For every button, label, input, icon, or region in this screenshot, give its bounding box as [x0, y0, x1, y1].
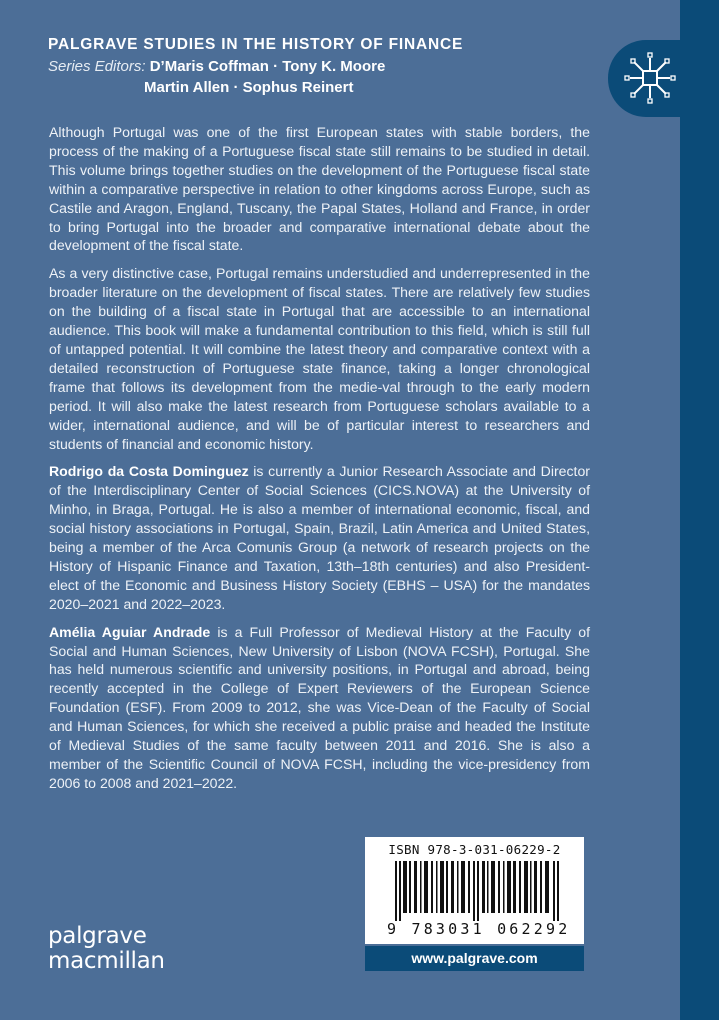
barcode-icon — [395, 861, 560, 921]
publisher-logo-line-2: macmillan — [48, 948, 165, 974]
isbn-barcode-box — [365, 837, 584, 944]
isbn-label: ISBN 978-3-031-06229-2 — [388, 842, 561, 857]
author-bio-1 — [49, 462, 590, 613]
publisher-website[interactable]: www.palgrave.com — [365, 946, 584, 971]
author-name-1: Rodrigo da Costa Dominguez — [49, 463, 249, 480]
spine-stripe — [680, 0, 719, 1020]
description-paragraph-1: Although Portugal was one of the first European states with stable borders, the process of the making of a Portuguese fiscal state still remains to be studied in detail. This volume brings together studies on the development of the Portuguese fiscal state within a comparative perspective in relation to other kingdoms across Europe, such as Castile and Aragon, England, Tuscany, the Papal States, Holland and France, in order to bring Portugal into the broader and comparative international debate about the development of the fiscal state. — [49, 124, 590, 254]
editors-line-2: Martin Allen · Sophus Reinert — [144, 79, 354, 96]
publisher-logo — [48, 924, 165, 974]
series-editors — [48, 56, 385, 98]
network-node-icon — [622, 50, 678, 106]
author-bio-2 — [49, 623, 590, 793]
author-bio-text-2: is a Full Professor of Medieval History at the Faculty of Social and Human Sciences, New University of Lisbon (NOVA FCSH), Portugal. She has held numerous scientific and university positions, in Portugal and abroad, being recently accepted in the College of Expert Reviewers of the European Science Foundation (ESF). From 2009 to 2012, she was Vice-Dean of the Faculty of Social and Human Sciences, for which she received a public praise and headed the Institute of Medieval Studies of the same faculty between 2011 and 2016. She is also a member of the Scientific Council of NOVA FCSH, including the vice-presidency from 2006 to 2008 and 2021–2022. — [49, 623, 590, 791]
barcode-digits: 9 783031 062292 — [387, 920, 571, 938]
publisher-logo-line-1: palgrave — [48, 923, 147, 949]
editors-line-1: D’Maris Coffman · Tony K. Moore — [149, 58, 386, 75]
back-cover-text — [49, 123, 590, 802]
series-title: PALGRAVE STUDIES IN THE HISTORY OF FINANCE — [48, 36, 464, 53]
editors-label: Series Editors: — [48, 58, 146, 75]
author-bio-text-1: is currently a Junior Research Associate and Director of the Interdisciplinary Center of Social Sciences (CICS.NOVA) at the University of Minho, in Braga, Portugal. He is also a member of international economic, fiscal, and social history associations in Portugal, Spain, Brazil, Latin America and United States, being a member of the Arca Comunis Group (a network of research projects on the History of Hispanic Finance and Taxation, 13th–18th centuries) and also President-elect of the Economic and Business History Society (EBHS – USA) for the mandates 2020–2021 and 2022–2023. — [49, 463, 590, 612]
author-name-2: Amélia Aguiar Andrade — [49, 623, 211, 640]
description-paragraph-2: As a very distinctive case, Portugal remains understudied and underrepresented in the broader literature on the development of fiscal states. There are relatively few studies on the building of a fiscal state in Portugal that are accessible to an international audience. This book will make a fundamental contribution to this field, which is still full of untapped potential. It will combine the latest theory and comparative context with a detailed reconstruction of Portuguese state finance, taking a longer chronological frame that follows its development from the medie-val through to the early modern period. It will also make the latest research from Portuguese scholars available to a wider, international audience, and will be of particular interest to researchers and students of financial and economic history. — [49, 265, 590, 452]
series-icon-tab — [608, 40, 688, 117]
